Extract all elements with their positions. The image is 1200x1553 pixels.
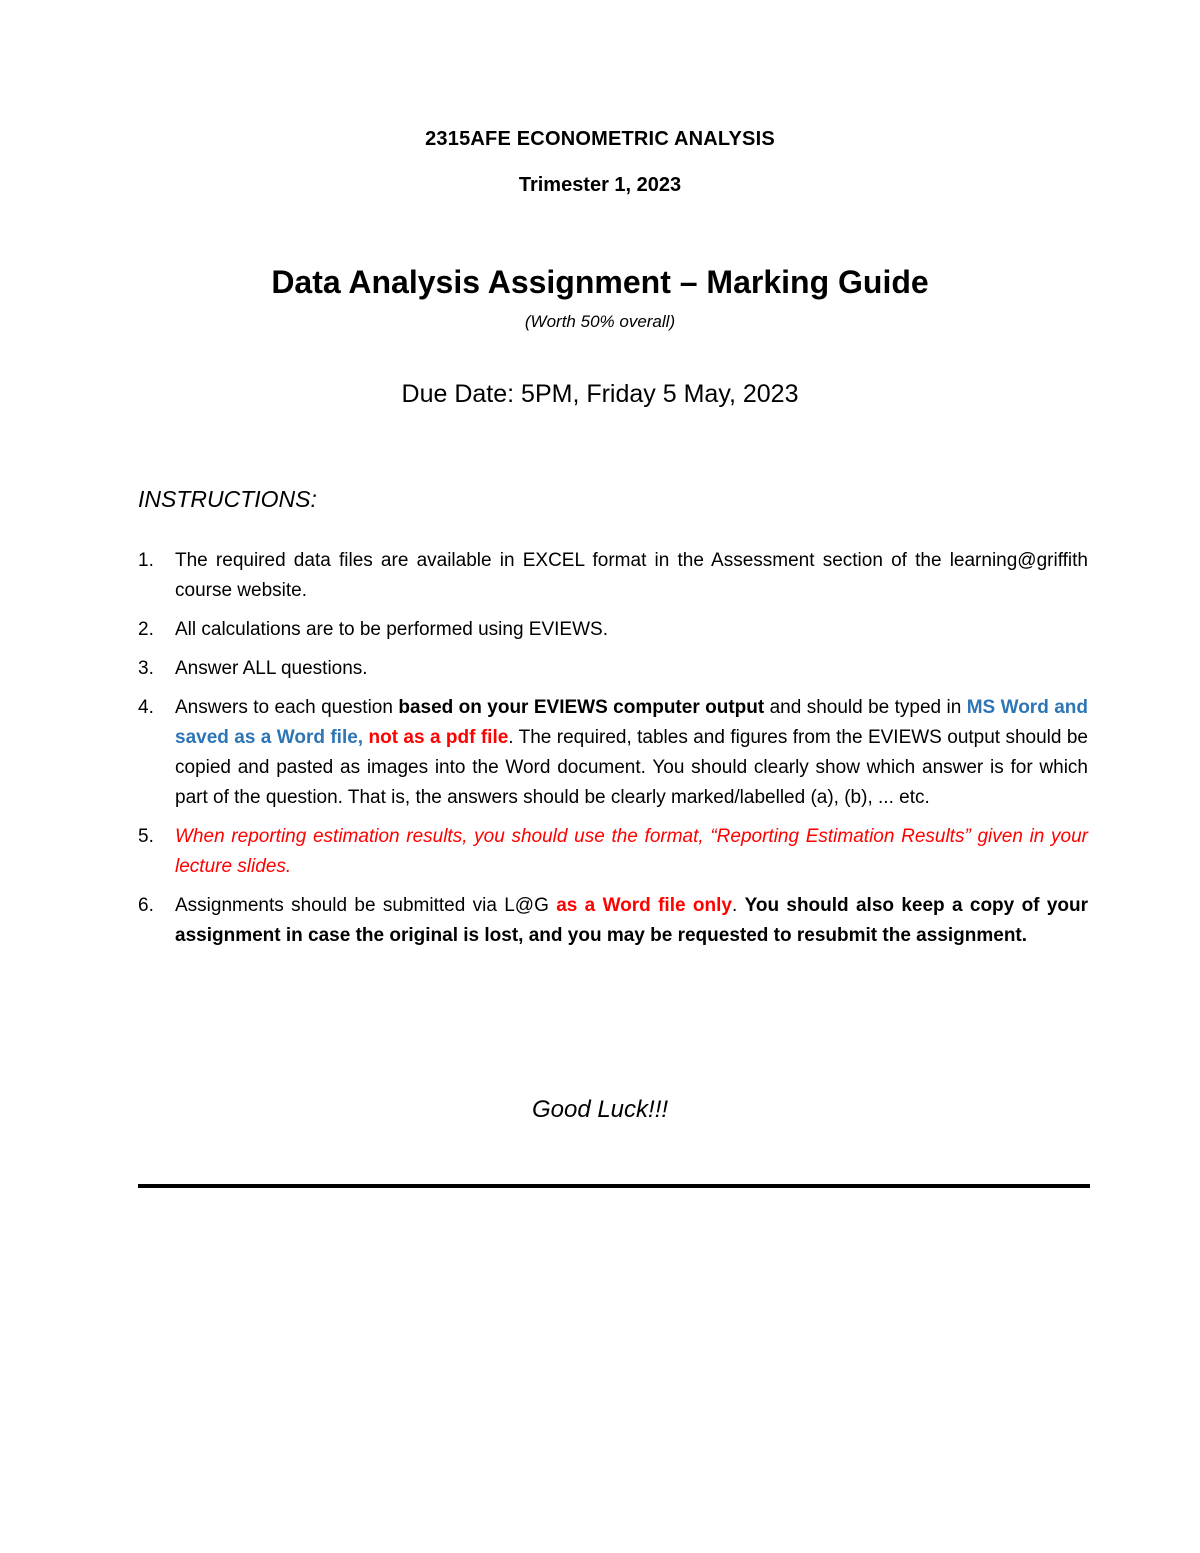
item-text-bold: You should also keep a copy of your assignment in case the original is lost, and you may be requested to resubmit the assignment. bbox=[175, 895, 1089, 946]
item-number: 6. bbox=[138, 895, 154, 916]
good-luck: Good Luck!!! bbox=[531, 1096, 669, 1123]
instructions-heading: INSTRUCTIONS: bbox=[138, 486, 317, 512]
horizontal-rule bbox=[138, 1184, 1090, 1188]
item-number: 2. bbox=[138, 619, 154, 640]
item-text: . bbox=[731, 895, 745, 916]
item-number: 5. bbox=[138, 826, 154, 847]
instruction-item bbox=[138, 654, 1088, 684]
item-number: 3. bbox=[138, 658, 154, 679]
instruction-item bbox=[138, 693, 1088, 813]
item-text-red: as a Word file only bbox=[556, 895, 732, 916]
item-text: Answers to each question bbox=[175, 697, 399, 718]
instruction-item bbox=[138, 546, 1088, 606]
item-number: 1. bbox=[138, 550, 154, 571]
instruction-item bbox=[138, 615, 1088, 645]
item-text: The required data files are available in EXCEL format in the Assessment section of the learning@griffith course website. bbox=[175, 550, 1088, 601]
document-title: Data Analysis Assignment – Marking Guide bbox=[271, 264, 929, 300]
trimester: Trimester 1, 2023 bbox=[518, 174, 682, 196]
item-text-bold: based on your EVIEWS computer output bbox=[398, 697, 765, 718]
item-text: and should be typed in bbox=[764, 697, 967, 718]
item-text: All calculations are to be performed using EVIEWS. bbox=[175, 619, 608, 640]
instruction-item bbox=[138, 822, 1088, 882]
worth-note: (Worth 50% overall) bbox=[524, 312, 676, 331]
item-text-blue: MS Word and saved as a Word file, bbox=[175, 697, 1088, 748]
item-text: Answer ALL questions. bbox=[175, 658, 368, 679]
instruction-item bbox=[138, 891, 1088, 951]
item-text: . The required, tables and figures from the EVIEWS output should be copied and pasted as images into the Word document. You should clearly show which answer is for which part of the question. That is, the answers should be clearly marked/labelled (a), (b), ... etc. bbox=[175, 727, 1088, 808]
item-number: 4. bbox=[138, 697, 154, 718]
instructions-list bbox=[138, 546, 1088, 960]
item-text: Assignments should be submitted via L@G bbox=[175, 895, 557, 916]
item-text-red: not as a pdf file bbox=[368, 727, 509, 748]
due-date: Due Date: 5PM, Friday 5 May, 2023 bbox=[401, 380, 799, 408]
item-text-red-italic: When reporting estimation results, you should use the format, “Reporting Estimation Results” given in your lecture slides. bbox=[175, 826, 1088, 877]
course-code: 2315AFE ECONOMETRIC ANALYSIS bbox=[425, 128, 775, 150]
